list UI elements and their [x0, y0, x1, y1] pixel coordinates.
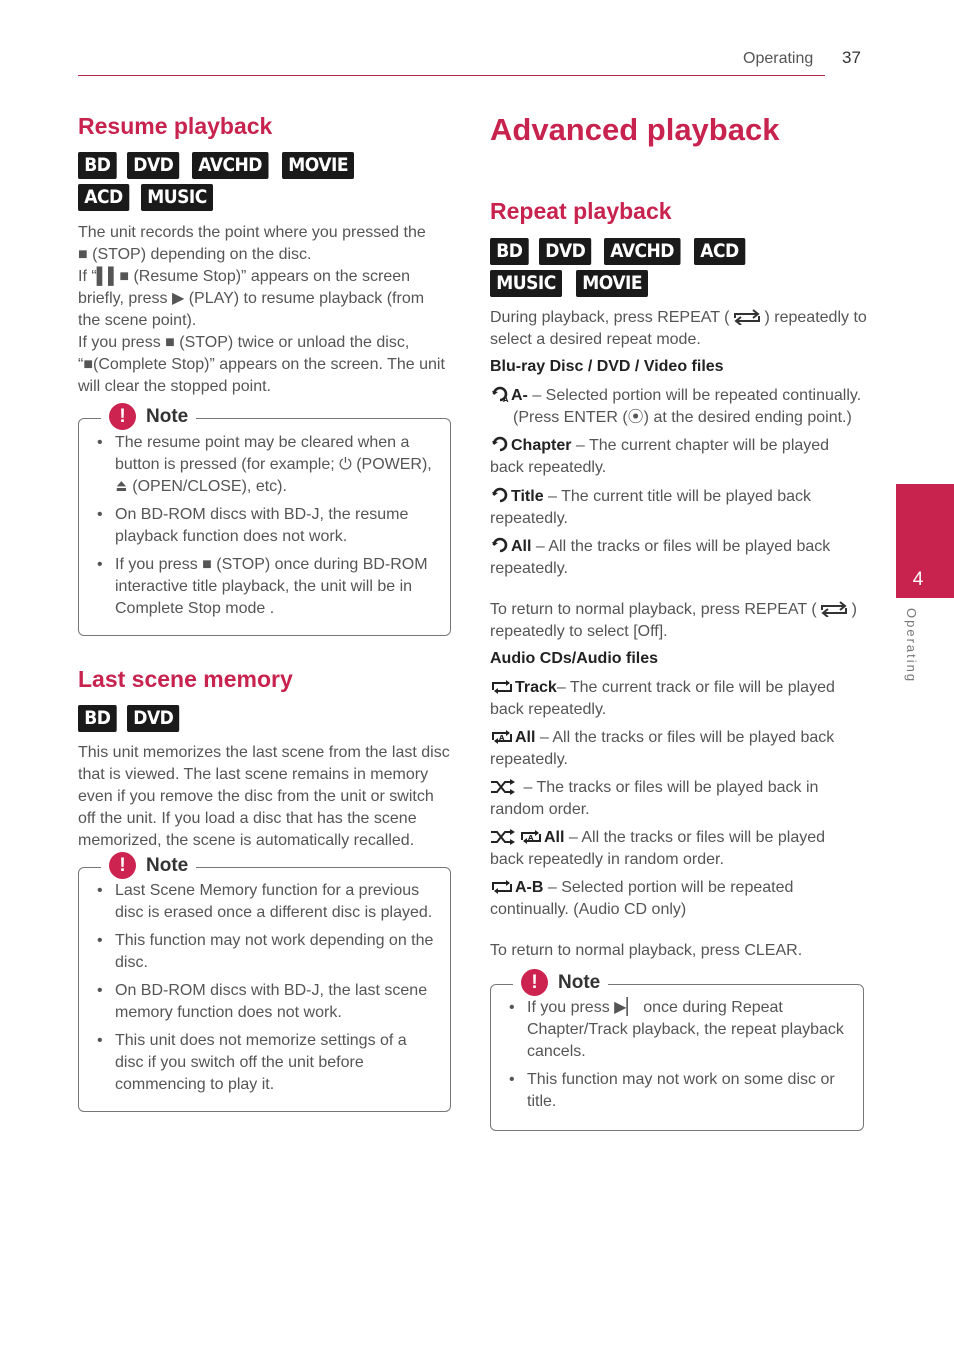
note-header: [513, 969, 608, 996]
last-scene-description: [78, 742, 458, 852]
disc-badge-dvd: DVD: [127, 152, 180, 179]
repeat-title-icon: [490, 486, 510, 504]
shuffle-icon: [490, 779, 518, 795]
text-line: off the unit. If you load a disc that has the scene: [78, 810, 417, 827]
note-title: Note: [146, 405, 189, 427]
disc-badge-music: MUSIC: [141, 184, 213, 211]
note-list: [507, 997, 851, 1119]
mode-text-cont: random order.: [490, 801, 590, 818]
note-item: • Last Scene Memory function for a previous disc is erased once a different disc is played.: [95, 880, 438, 924]
text-line: ■ (STOP) depending on the disc.: [78, 246, 312, 263]
text-line: select a desired repeat mode.: [490, 331, 701, 348]
note-item: • This unit does not memorize settings of a disc if you switch off the unit before commencing to play it.: [95, 1030, 438, 1096]
exclamation-icon: !: [521, 969, 548, 996]
audio-mode-shuffle: [490, 777, 870, 821]
repeat-all-audio-icon: [490, 729, 514, 745]
running-header-section: Operating: [743, 50, 814, 67]
note-item: • If you press ■ (STOP) once during BD-ROM interactive title playback, the unit will be in Complete Stop mode .: [95, 554, 438, 620]
note-header: [101, 852, 196, 879]
mode-text: – All the tracks or files will be played: [564, 829, 826, 846]
audio-mode-shuffle-all: [490, 827, 870, 871]
mode-text: – Selected portion will be repeated continually.: [527, 387, 862, 404]
repeat-ab-icon: [490, 879, 514, 895]
disc-badge-acd: ACD: [78, 184, 129, 211]
text-line: ) repeatedly to: [764, 309, 867, 326]
mode-label: A-: [511, 387, 528, 404]
resume-description: [78, 222, 458, 398]
repeat-button-icon: [730, 309, 764, 325]
exclamation-icon: !: [109, 403, 136, 430]
audio-mode-track: [490, 677, 870, 721]
text-line: This unit memorizes the last scene from the last disc: [78, 744, 450, 761]
text-line: briefly, press ▶ (PLAY) to resume playback (from: [78, 290, 425, 307]
text-line: that is viewed. The last scene remains in memory: [78, 766, 429, 783]
mode-text-cont: back repeatedly in random order.: [490, 851, 724, 868]
return-instructions-repeat: [490, 599, 870, 643]
repeat-all-icon: [490, 536, 510, 554]
audio-mode-ab: [490, 877, 870, 921]
mode-text: – The current chapter will be played: [571, 437, 830, 454]
mode-text: – All the tracks or files will be played back: [531, 538, 831, 555]
note-title: Note: [146, 854, 189, 876]
mode-text: – Selected portion will be repeated: [543, 879, 794, 896]
repeat-a-icon: [490, 385, 510, 403]
audio-subheading: Audio CDs/Audio files: [490, 650, 658, 667]
text-line: even if you remove the disc from the unit or switch: [78, 788, 434, 805]
mode-label: A-B: [515, 879, 544, 896]
mode-text-cont: back repeatedly.: [490, 701, 607, 718]
mode-text-cont: repeatedly.: [490, 510, 568, 527]
disc-badge-dvd: DVD: [539, 238, 592, 265]
last-scene-note-box: [78, 854, 451, 1112]
note-item: • This function may not work depending on the disc.: [95, 930, 438, 974]
svg-text:A: A: [528, 834, 534, 842]
repeat-mode-title: [490, 486, 870, 530]
repeat-playback-heading: Repeat playback: [490, 198, 672, 224]
text-line: memorized, the scene is automatically recalled.: [78, 832, 415, 849]
text-line: “■(Complete Stop)” appears on the screen. The unit: [78, 356, 445, 373]
mode-label: Title: [511, 488, 544, 505]
text-line: the scene point).: [78, 312, 197, 329]
page-number: 37: [842, 48, 861, 67]
note-item: • On BD-ROM discs with BD-J, the last scene memory function does not work.: [95, 980, 438, 1024]
text-line: If “▌▌■ (Resume Stop)” appears on the screen: [78, 268, 411, 285]
svg-text:A: A: [503, 396, 509, 403]
disc-badge-music: MUSIC: [490, 270, 562, 297]
text-line: will clear the stopped point.: [78, 378, 271, 395]
text-line: ): [851, 601, 857, 618]
return-instructions-clear: To return to normal playback, press CLEAR.: [490, 942, 803, 959]
disc-badge-acd: ACD: [694, 238, 745, 265]
svg-text:A: A: [499, 734, 505, 742]
mode-text-cont: continually. (Audio CD only): [490, 901, 687, 918]
text-line: If you press ■ (STOP) twice or unload the disc,: [78, 334, 410, 351]
disc-badge-avchd: AVCHD: [192, 152, 268, 179]
repeat-button-icon: [817, 601, 851, 617]
mode-text: – The current title will be played back: [543, 488, 812, 505]
repeat-chapter-icon: [490, 435, 510, 453]
note-item: • This function may not work on some disc or title.: [507, 1069, 851, 1113]
mode-text-cont: repeatedly.: [490, 560, 568, 577]
chapter-number: 4: [912, 569, 924, 590]
mode-label: All: [511, 538, 532, 555]
resume-playback-heading: Resume playback: [78, 113, 273, 139]
note-list: [95, 880, 438, 1102]
note-item: • On BD-ROM discs with BD-J, the resume playback function does not work.: [95, 504, 438, 548]
repeat-mode-all: [490, 536, 870, 580]
mode-text-cont: back repeatedly.: [490, 459, 607, 476]
resume-disc-badges: [78, 152, 418, 211]
mode-label: Chapter: [511, 437, 572, 454]
mode-label: All: [544, 829, 565, 846]
repeat-all-audio-icon: [519, 829, 543, 845]
disc-badge-bd: BD: [490, 238, 529, 265]
mode-text-cont: repeatedly.: [490, 751, 568, 768]
mode-text: – The tracks or files will be played back in: [519, 779, 819, 796]
advanced-playback-title: Advanced playback: [490, 112, 780, 147]
mode-text: – The current track or file will be played: [556, 679, 835, 696]
text-line: During playback, press REPEAT (: [490, 309, 730, 326]
header-rule: [78, 75, 825, 76]
repeat-disc-badges: [490, 238, 830, 297]
text-line: The unit records the point where you pressed the: [78, 224, 426, 241]
bd-dvd-subheading: Blu-ray Disc / DVD / Video files: [490, 358, 724, 375]
repeat-intro: [490, 307, 870, 351]
text-line: To return to normal playback, press REPEAT (: [490, 601, 817, 618]
disc-badge-dvd: DVD: [127, 705, 180, 732]
note-header: [101, 403, 196, 430]
repeat-note-box: [490, 971, 864, 1131]
repeat-mode-chapter: [490, 435, 870, 479]
last-scene-heading: Last scene memory: [78, 666, 293, 692]
disc-badge-bd: BD: [78, 152, 117, 179]
note-item: • The resume point may be cleared when a button is pressed (for example; ⏻ (POWER), ⏏ (OPEN/CLOSE), etc).: [95, 432, 438, 498]
mode-label: Track: [515, 679, 557, 696]
mode-text: – All the tracks or files will be played back: [535, 729, 835, 746]
text-line: repeatedly to select [Off].: [490, 623, 668, 640]
disc-badge-movie: MOVIE: [576, 270, 648, 297]
repeat-mode-a: [490, 385, 870, 429]
mode-text-cont: (Press ENTER (⦿) at the desired ending point.): [513, 409, 852, 426]
chapter-tab-label: Operating: [904, 608, 919, 684]
audio-mode-all: [490, 727, 870, 771]
shuffle-icon: [490, 829, 518, 845]
chapter-tab: [896, 484, 954, 598]
resume-note-box: [78, 405, 451, 636]
disc-badge-avchd: AVCHD: [604, 238, 680, 265]
note-title: Note: [558, 971, 601, 993]
last-scene-disc-badges: [78, 705, 186, 732]
repeat-track-icon: [490, 679, 514, 695]
mode-label: All: [515, 729, 536, 746]
disc-badge-movie: MOVIE: [282, 152, 354, 179]
disc-badge-bd: BD: [78, 705, 117, 732]
exclamation-icon: !: [109, 852, 136, 879]
note-list: [95, 432, 438, 626]
note-item: • If you press ▶▏ once during Repeat Chapter/Track playback, the repeat playback cancels.: [507, 997, 851, 1063]
